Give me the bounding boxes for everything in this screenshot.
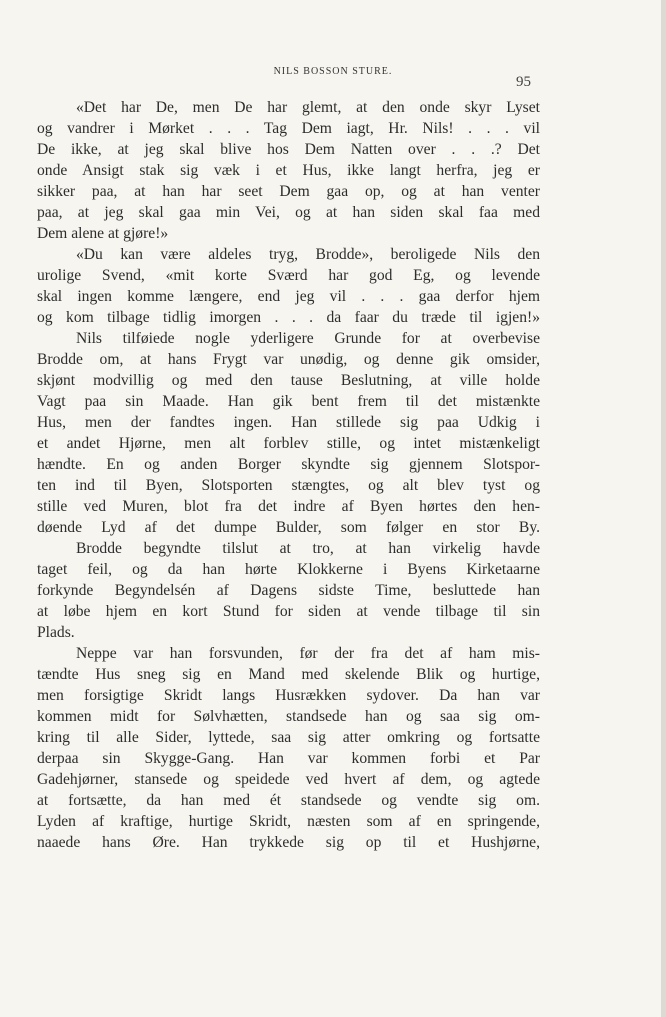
text-line: og kom tilbage tidlig imorgen . . . da faar du træde til igjen!» [37, 309, 540, 326]
text-line: Dem alene at gjøre!» [37, 225, 169, 242]
text-line: hændte. En og anden Borger skyndte sig gjennem Slotspor- [37, 456, 540, 473]
text-line: Nils tilføiede nogle yderligere Grunde for at overbevise [76, 330, 540, 347]
text-line: sikker paa, at han har seet Dem gaa op, og at han venter [37, 183, 540, 200]
text-line: skal ingen komme længere, end jeg vil . . . gaa derfor hjem [37, 288, 540, 305]
text-line: stille ved Muren, blot fra det indre af Byen hørtes den hen- [37, 498, 540, 515]
text-line: «Du kan være aldeles tryg, Brodde», beroligede Nils den [76, 246, 540, 263]
text-line: forkynde Begyndelsén af Dagens sidste Time, besluttede han [37, 582, 540, 599]
body-text [37, 97, 540, 853]
text-line: Brodde om, at hans Frygt var unødig, og denne gik omsider, [37, 351, 540, 368]
text-line: Vagt paa sin Maade. Han gik bent frem til det mistænkte [37, 393, 540, 410]
page-edge [661, 0, 666, 1017]
text-line: urolige Svend, «mit korte Sværd har god Eg, og levende [37, 267, 540, 284]
text-line: «Det har De, men De har glemt, at den onde skyr Lyset [76, 99, 540, 116]
text-line: Brodde begyndte tilslut at tro, at han virkelig havde [76, 540, 540, 557]
text-line: derpaa sin Skygge-Gang. Han var kommen forbi et Par [37, 750, 540, 767]
text-line: kring til alle Sider, lyttede, saa sig atter omkring og fortsatte [37, 729, 540, 746]
text-line: paa, at jeg skal gaa min Vei, og at han siden skal faa med [37, 204, 540, 221]
text-line: onde Ansigt stak sig væk i et Hus, ikke langt herfra, jeg er [37, 162, 540, 179]
text-line: at løbe hjem en kort Stund for siden at vende tilbage til sin [37, 603, 540, 620]
text-line: Plads. [37, 624, 75, 641]
text-line: og vandrer i Mørket . . . Tag Dem iagt, Hr. Nils! . . . vil [37, 120, 540, 137]
running-head: NILS BOSSON STURE. [273, 66, 393, 77]
text-line: Gadehjørner, stansede og speidede ved hvert af dem, og agtede [37, 771, 540, 788]
text-line: et andet Hjørne, men alt forblev stille, og intet mistænkeligt [37, 435, 540, 452]
text-line: kommen midt for Sølvhætten, standsede han og saa sig om- [37, 708, 540, 725]
text-line: Neppe var han forsvunden, før der fra det af ham mis- [76, 645, 540, 662]
text-line: at fortsætte, da han med ét standsede og vendte sig om. [37, 792, 540, 809]
text-line: Hus, men der fandtes ingen. Han stillede sig paa Udkig i [37, 414, 540, 431]
text-line: taget feil, og da han hørte Klokkerne i Byens Kirketaarne [37, 561, 540, 578]
text-line: skjønt modvillig og med den tause Beslutning, at ville holde [37, 372, 540, 389]
text-line: ten ind til Byen, Slotsporten stængtes, og alt blev tyst og [37, 477, 540, 494]
text-line: De ikke, at jeg skal blive hos Dem Natten over . . .? Det [37, 141, 540, 158]
text-line: døende Lyd af det dumpe Bulder, som følger en stor By. [37, 519, 540, 536]
text-line: Lyden af kraftige, hurtige Skridt, næsten som af en springende, [37, 813, 540, 830]
text-line: naaede hans Øre. Han trykkede sig op til et Hushjørne, [37, 834, 540, 851]
text-line: men forsigtige Skridt langs Husrækken sydover. Da han var [37, 687, 540, 704]
page-number: 95 [516, 74, 531, 90]
text-line: tændte Hus sneg sig en Mand med skelende Blik og hurtige, [37, 666, 540, 683]
